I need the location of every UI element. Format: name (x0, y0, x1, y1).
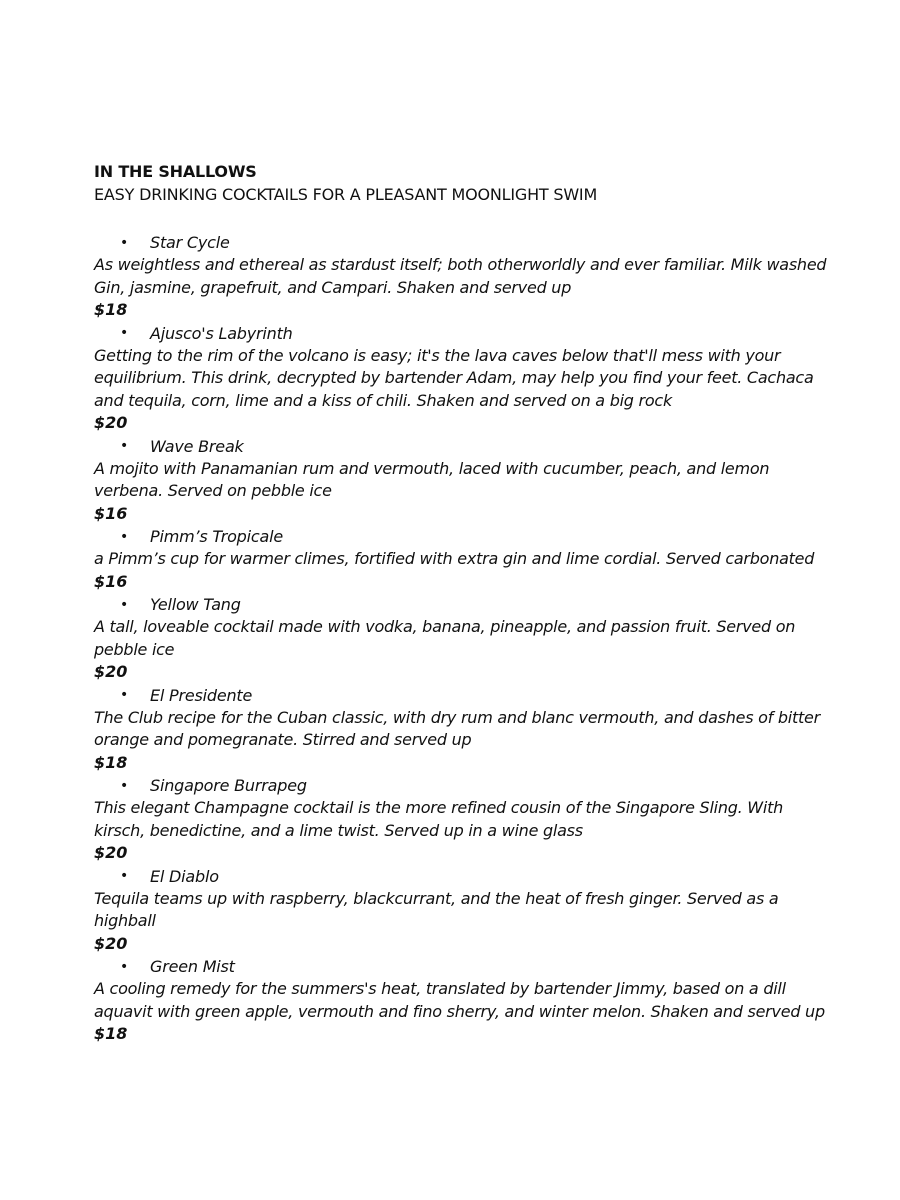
drink-name: El Diablo (150, 866, 219, 886)
drink-name: Pimm’s Tropicale (150, 527, 283, 546)
bullet-icon: • (119, 596, 129, 613)
drink-description: A tall, loveable cocktail made with vodka, banana, pineapple, and passion fruit. Served on pebble ice (94, 617, 796, 659)
bullet-icon: • (119, 958, 129, 975)
drink-item (94, 593, 834, 684)
drink-description: Getting to the rim of the volcano is easy; it's the lava caves below that'll mess with your equilibrium. This drink, decrypted by bartender Adam, may help you find your feet. Cachaca and tequila, corn, lime and a kiss of chili. Shaken and served on a big rock (94, 345, 814, 410)
drink-price: $16 (94, 571, 128, 591)
drink-description: Tequila teams up with raspberry, blackcurrant, and the heat of fresh ginger. Served as a highball (94, 888, 779, 930)
bullet-icon: • (119, 438, 129, 454)
drink-description: A mojito with Panamanian rum and vermouth, laced with cucumber, peach, and lemon verbena. Served on pebble ice (94, 458, 770, 500)
bullet-icon: • (119, 868, 129, 884)
drink-description: As weightless and ethereal as stardust itself; both otherworldly and ever familiar. Milk washed Gin, jasmine, grapefruit, and Campari. Shaken and served up (94, 255, 827, 297)
document-page (94, 160, 834, 1046)
drink-price: $20 (94, 662, 128, 681)
drink-item (94, 955, 834, 1046)
drink-description: The Club recipe for the Cuban classic, with dry rum and blanc vermouth, and dashes of bitter orange and pomegranate. Stirred and served up (94, 707, 820, 749)
bullet-icon: • (119, 528, 129, 545)
section-subtitle: EASY DRINKING COCKTAILS FOR A PLEASANT MOONLIGHT SWIM (94, 185, 598, 204)
drink-price: $18 (94, 752, 128, 772)
drink-price: $20 (94, 933, 128, 953)
drink-name: Star Cycle (150, 233, 230, 252)
drink-price: $20 (94, 413, 128, 432)
drink-description: This elegant Champagne cocktail is the more refined cousin of the Singapore Sling. With kirsch, benedictine, and a lime twist. Served up in a wine glass (94, 798, 783, 840)
drink-list (94, 231, 834, 1046)
drink-item (94, 865, 834, 956)
drink-name: El Presidente (150, 685, 253, 705)
bullet-icon: • (119, 777, 129, 794)
drink-item (94, 231, 834, 322)
bullet-icon: • (119, 687, 129, 703)
drink-name: Wave Break (150, 436, 244, 456)
drink-description: a Pimm’s cup for warmer climes, fortified with extra gin and lime cordial. Served carbonated (94, 549, 815, 568)
drink-name: Ajusco's Labyrinth (150, 323, 293, 343)
section-title: IN THE SHALLOWS (94, 162, 257, 181)
bullet-icon: • (119, 325, 129, 341)
drink-price: $16 (94, 503, 128, 523)
drink-item (94, 322, 834, 435)
drink-name: Yellow Tang (150, 595, 241, 614)
drink-price: $18 (94, 300, 128, 319)
drink-name: Singapore Burrapeg (150, 776, 307, 795)
bullet-icon: • (119, 234, 129, 251)
drink-price: $20 (94, 843, 128, 862)
drink-item (94, 684, 834, 775)
drink-item (94, 525, 834, 593)
drink-item (94, 435, 834, 526)
drink-name: Green Mist (150, 957, 235, 976)
drink-item (94, 774, 834, 865)
drink-description: A cooling remedy for the summers's heat, translated by bartender Jimmy, based on a dill aquavit with green apple, vermouth and fino sherry, and winter melon. Shaken and served up (94, 979, 825, 1021)
drink-price: $18 (94, 1024, 128, 1043)
